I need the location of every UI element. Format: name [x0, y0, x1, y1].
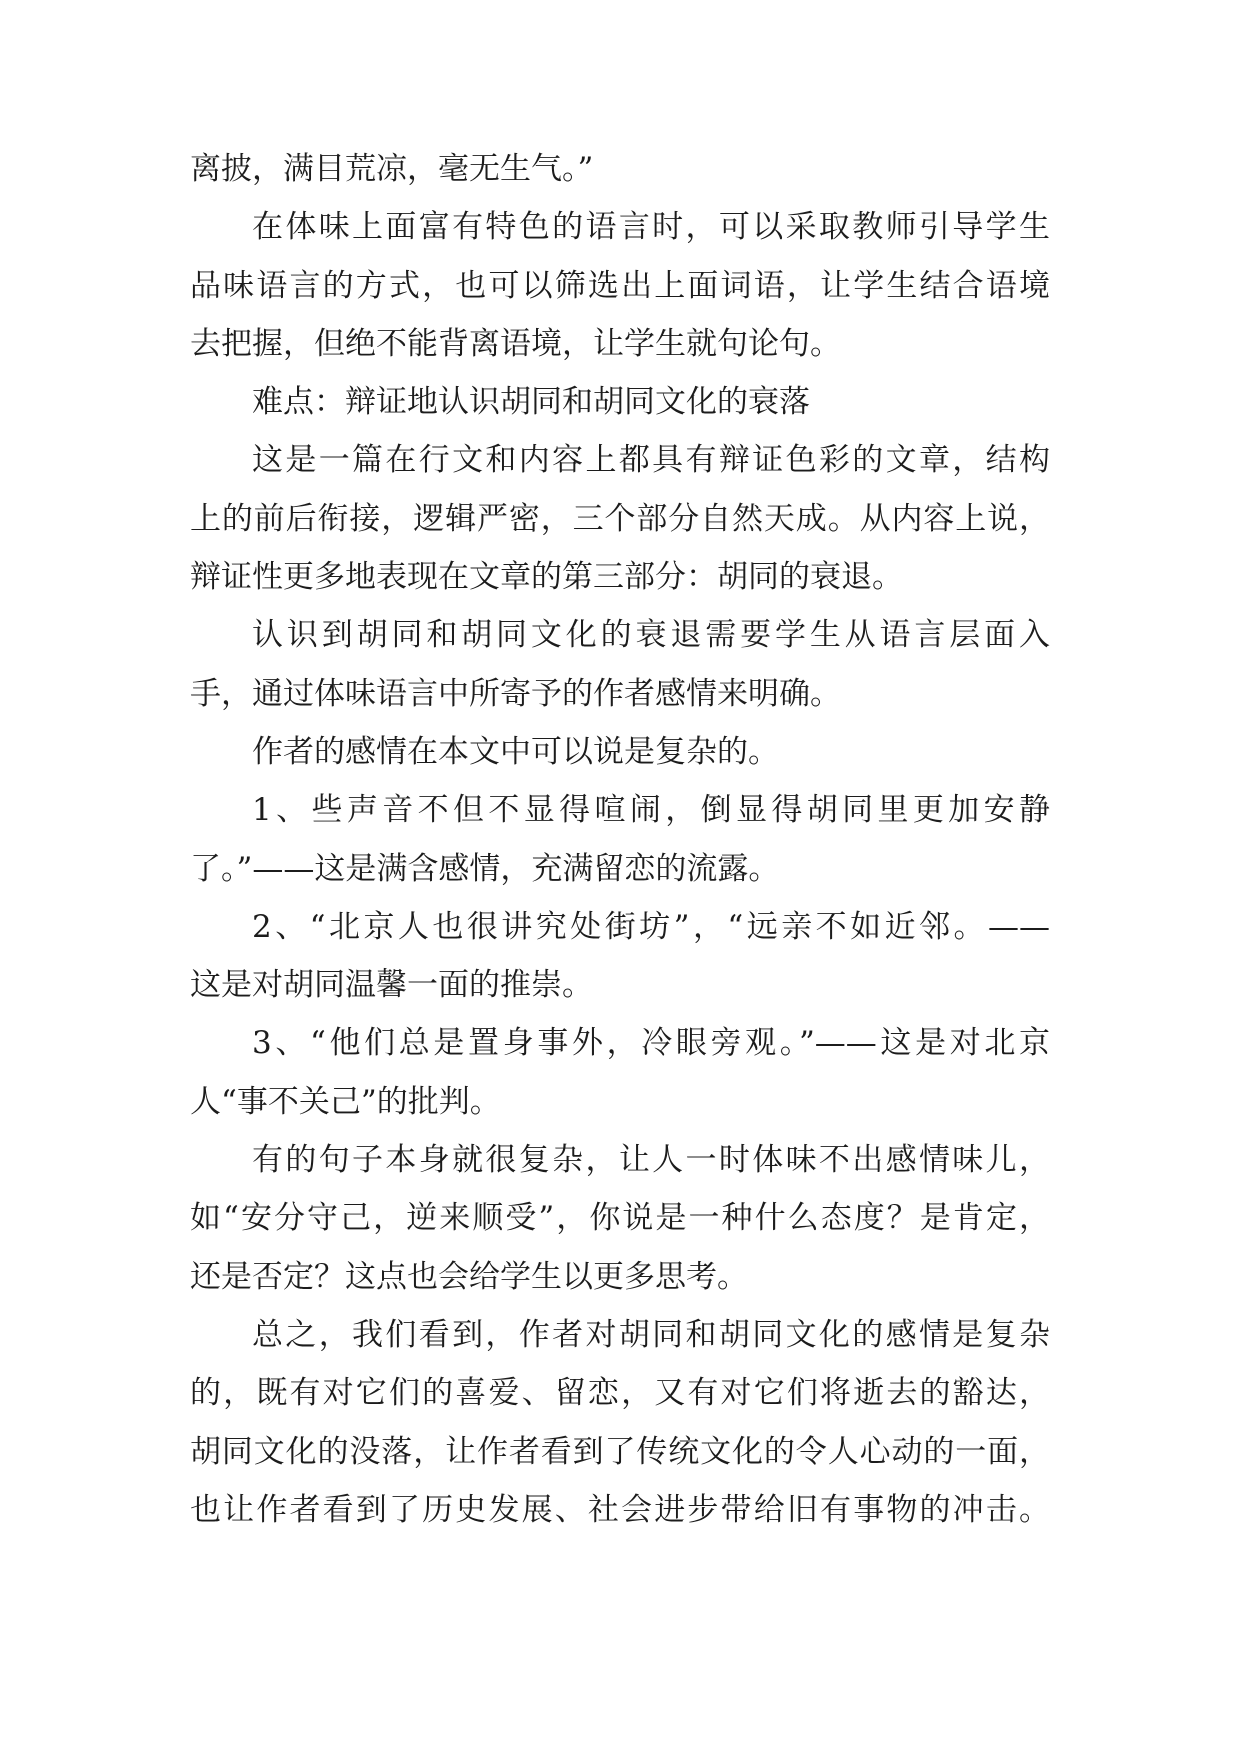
text-line: 离披，满目荒凉，毫无生气。”: [190, 151, 594, 187]
text-line: 人“事不关己”的批判。: [190, 1083, 501, 1120]
text-line: 胡同文化的没落，让作者看到了传统文化的令人心动的一面，: [190, 1433, 1050, 1470]
text-line: 上的前后衔接，逻辑严密，三个部分自然天成。从内容上说，: [190, 500, 1050, 537]
text-line: 1、些声音不但不显得喧闹，倒显得胡同里更加安静: [252, 792, 1050, 829]
text-line: 在体味上面富有特色的语言时，可以采取教师引导学生: [252, 209, 1050, 246]
text-line: 如“安分守己，逆来顺受”，你说是一种什么态度？是肯定，: [190, 1200, 1050, 1237]
text-line: 2、“北京人也很讲究处街坊”，“远亲不如近邻。——: [252, 908, 1050, 945]
document-body: [190, 140, 1050, 1539]
text-line: 3、“他们总是置身事外，冷眼旁观。”——这是对北京: [252, 1025, 1050, 1062]
text-line: 的，既有对它们的喜爱、留恋，又有对它们将逝去的豁达，: [190, 1375, 1050, 1412]
text-line: 品味语言的方式，也可以筛选出上面词语，让学生结合语境: [190, 267, 1050, 304]
text-line: 难点：辩证地认识胡同和胡同文化的衰落: [252, 384, 810, 421]
text-line: 有的句子本身就很复杂，让人一时体味不出感情味儿，: [252, 1142, 1050, 1179]
text-line: 了。”——这是满含感情，充满留恋的流露。: [190, 850, 780, 887]
text-line: 认识到胡同和胡同文化的衰退需要学生从语言层面入: [252, 617, 1050, 654]
text-line: 总之，我们看到，作者对胡同和胡同文化的感情是复杂: [252, 1316, 1050, 1353]
text-line: 作者的感情在本文中可以说是复杂的。: [252, 733, 779, 770]
text-line: 这是一篇在行文和内容上都具有辩证色彩的文章，结构: [252, 442, 1050, 479]
text-line: 辩证性更多地表现在文章的第三部分：胡同的衰退。: [190, 559, 903, 596]
text-line: 还是否定？这点也会给学生以更多思考。: [190, 1258, 748, 1295]
text-line: 去把握，但绝不能背离语境，让学生就句论句。: [190, 325, 841, 362]
text-line: 这是对胡同温馨一面的推崇。: [190, 967, 593, 1004]
text-line: 也让作者看到了历史发展、社会进步带给旧有事物的冲击。: [190, 1491, 1050, 1528]
text-line: 手，通过体味语言中所寄予的作者感情来明确。: [190, 675, 841, 712]
